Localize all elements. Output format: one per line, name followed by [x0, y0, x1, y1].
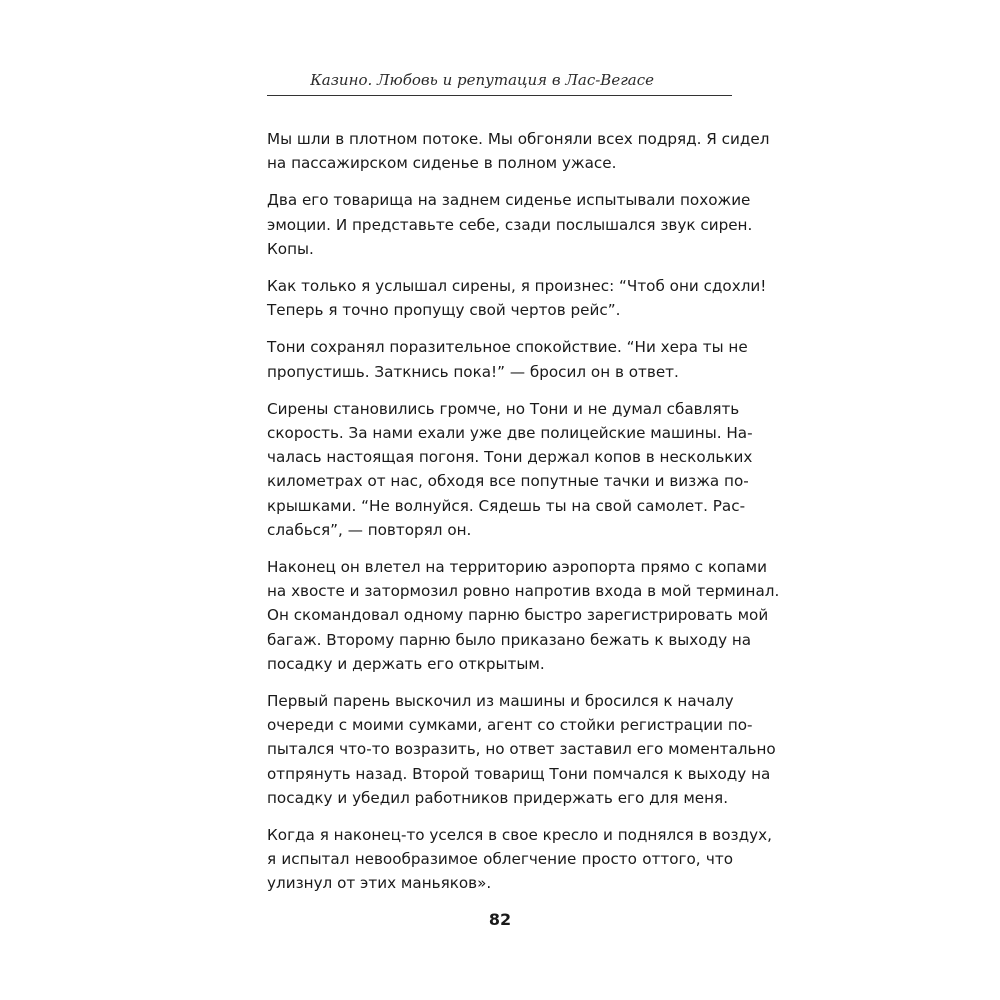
paragraph — [267, 555, 780, 676]
text-line: Когда я наконец-то уселся в свое кресло и поднялся в воздух, — [267, 826, 772, 845]
page-number: 82 — [488, 910, 512, 929]
paragraph — [267, 127, 770, 175]
text-line: крышками. “Не волнуйся. Сядешь ты на свой самолет. Рас- — [267, 496, 746, 515]
text-line: на хвосте и затормозил ровно напротив входа в мой терминал. — [267, 582, 780, 601]
text-line: пропустишь. Заткнись пока!” — бросил он в ответ. — [267, 362, 679, 381]
paragraph — [267, 689, 776, 810]
text-line: Теперь я точно пропущу свой чертов рейс”. — [267, 301, 621, 320]
text-line: Сирены становились громче, но Тони и не думал сбавлять — [267, 399, 740, 418]
text-line: Наконец он влетел на территорию аэропорта прямо с копами — [267, 558, 767, 577]
text-line: эмоции. И представьте себе, сзади послышался звук сирен. — [267, 215, 753, 234]
text-line: багаж. Второму парню было приказано бежать к выходу на — [267, 630, 752, 649]
text-line: пытался что-то возразить, но ответ заставил его моментально — [267, 740, 776, 759]
text-line: Первый парень выскочил из машины и бросился к началу — [267, 692, 734, 711]
text-line: я испытал невообразимое облегчение просто оттого, что — [267, 850, 733, 869]
text-line: посадку и держать его открытым. — [267, 654, 545, 673]
paragraph — [267, 397, 753, 542]
text-line: Как только я услышал сирены, я произнес: “Чтоб они сдохли! — [267, 277, 767, 296]
paragraph — [267, 823, 772, 896]
text-line: Тони сохранял поразительное спокойствие. “Ни хера ты не — [267, 338, 748, 357]
paragraph — [267, 188, 753, 261]
paragraph — [267, 274, 767, 322]
text-line: Он скомандовал одному парню быстро зарегистрировать мой — [267, 606, 769, 625]
text-line: очереди с моими сумками, агент со стойки регистрации по- — [267, 716, 753, 735]
header-divider — [267, 95, 732, 96]
text-line: скорость. За нами ехали уже две полицейские машины. На- — [267, 424, 753, 443]
text-line: Мы шли в плотном потоке. Мы обгоняли всех подряд. Я сидел — [267, 130, 770, 148]
text-line: Два его товарища на заднем сиденье испытывали похожие — [267, 191, 751, 210]
text-line: Копы. — [267, 239, 314, 258]
text-line: слабься”, — повторял он. — [267, 520, 472, 539]
text-line: посадку и убедил работников придержать его для меня. — [267, 788, 729, 807]
text-line: отпрянуть назад. Второй товарищ Тони помчался к выходу на — [267, 764, 771, 783]
text-line: чалась настоящая погоня. Тони держал копов в нескольких — [267, 448, 753, 467]
text-line: на пассажирском сиденье в полном ужасе. — [267, 154, 617, 173]
paragraph — [267, 335, 748, 383]
running-header-title: Казино. Любовь и репутация в Лас-Вегасе — [310, 71, 654, 89]
text-line: километрах от нас, обходя все попутные тачки и визжа по- — [267, 472, 749, 491]
text-line: улизнул от этих маньяков». — [267, 874, 492, 893]
body-text — [267, 127, 780, 909]
